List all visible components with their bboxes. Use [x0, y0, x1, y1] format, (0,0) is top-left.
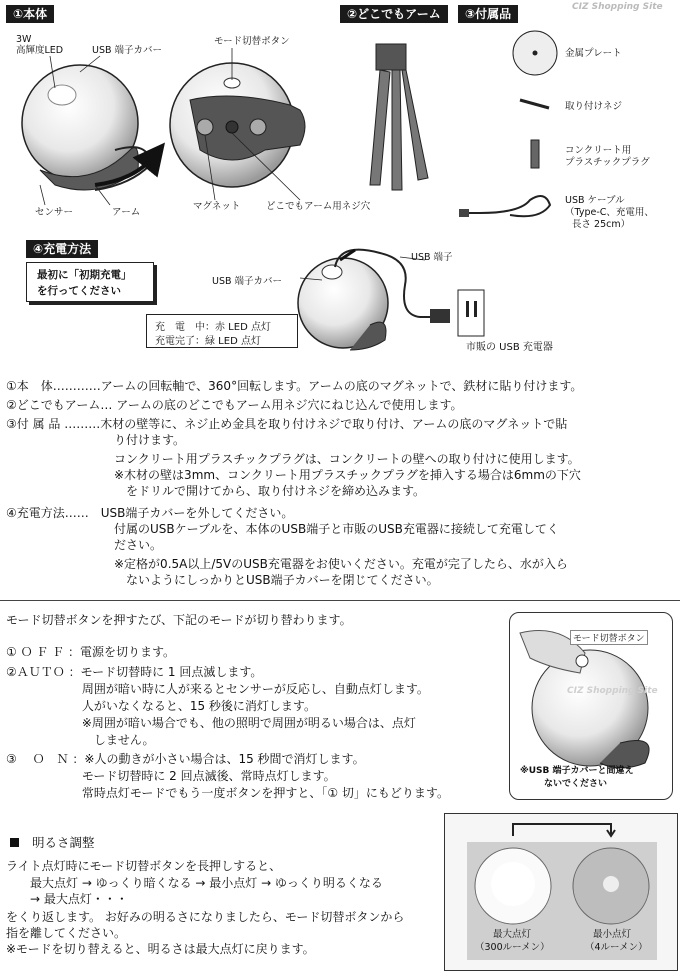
min-brightness-label: 最小点灯: [593, 929, 632, 940]
label-led-watt: 3W: [16, 34, 32, 45]
mode-line-2: ②ＡＵＴＯ ：モード切替時に 1 回点滅します。: [6, 665, 263, 679]
mode-line-7: ③ Ｏ Ｎ ：※人の動きが小さい場合は、15 秒間で消灯します。: [6, 752, 365, 766]
mode-line-9: 常時点灯モードでもう一度ボタンを押すと、「① 切」にもどります。: [6, 786, 449, 800]
desc-line-1: ①本 体…………アームの回転軸で、360°回転します。アームの底のマグネットで、鉄材に貼り付けます。: [6, 379, 583, 393]
initial-charge-line1: 最初に「初期充電」: [37, 269, 132, 281]
desc-line-3: ③付 属 品 ………木材の壁等に、ネジ止め金具を取り付けネジで取り付け、アームの底のマグネットで貼: [6, 417, 568, 431]
section-accessories: ③付属品: [458, 5, 518, 23]
mode-button-photo: [509, 612, 673, 800]
brightness-heading: 明るさ調整: [32, 835, 95, 850]
label-usb-port: USB 端子: [411, 252, 453, 263]
label-mode-button: モード切替ボタン: [214, 36, 290, 47]
label-plug-2: プラスチックプラグ: [565, 157, 650, 168]
desc-line-4: り付けます。: [6, 433, 186, 447]
desc-line-8: ④充電方法…… USB端子カバーを外してください。: [6, 506, 294, 520]
section-charging: ④充電方法: [26, 240, 98, 258]
charging-status-box: [146, 314, 298, 348]
charging-illustration: [0, 245, 680, 365]
label-sensor: センサー: [35, 207, 74, 218]
brightness-line-2: 最大点灯 → ゆっくり暗くなる → 最小点灯 → ゆっくり明るくなる: [6, 876, 383, 890]
label-arm-screw-hole: どこでもアーム用ネジ穴: [266, 201, 371, 212]
watermark: CIZ Shopping Site: [572, 2, 663, 12]
section-arm: ②どこでもアーム: [340, 5, 448, 23]
initial-charge-line2: を行ってください: [37, 285, 121, 297]
mode-line-6: しません。: [6, 733, 155, 747]
desc-line-11: ※定格が0.5A以上/5VのUSB充電器をお使いください。充電が完了したら、水が入ら: [6, 557, 568, 571]
brightness-photo: [444, 813, 678, 971]
label-screw: 取り付けネジ: [565, 101, 623, 112]
brightness-line-3: → 最大点灯・・・: [6, 892, 128, 906]
mode-line-1: ① Ｏ Ｆ Ｆ ：電源を切ります。: [6, 645, 176, 659]
label-plug-1: コンクリート用: [565, 145, 632, 156]
mode-line-4: 人がいなくなると、15 秒後に消灯します。: [6, 699, 316, 713]
mode-line-5: ※周囲が暗い場合でも、他の照明で周囲が明るい場合は、点灯: [6, 716, 416, 730]
desc-line-6: ※木材の壁は3mm、コンクリート用プラスチックプラグを挿入する場合は6mmの下穴: [6, 468, 581, 482]
brightness-line-4: をくり返します。 お好みの明るさになりましたら、モード切替ボタンから: [6, 910, 405, 924]
desc-line-12: ないようにしっかりとUSB端子カバーを閉じてください。: [6, 573, 439, 587]
photo-note-1: ※USB 端子カバーと間違え: [520, 766, 634, 776]
min-brightness-lumen: （4ルーメン）: [585, 942, 648, 953]
max-brightness-label: 最大点灯: [493, 929, 532, 940]
brightness-line-6: ※モードを切り替えると、明るさは最大点灯に戻ります。: [6, 942, 315, 956]
label-metal-plate: 金属プレート: [565, 48, 622, 59]
brightness-line-1: ライト点灯時にモード切替ボタンを長押しすると、: [6, 859, 282, 873]
brightness-bullet: [10, 838, 19, 847]
divider: [0, 600, 680, 601]
tripod-arm-illustration: [370, 44, 428, 190]
max-brightness-lumen: （300ルーメン）: [475, 942, 550, 953]
desc-line-9: 付属のUSBケーブルを、本体のUSB端子と市販のUSB充電器に接続して充電してく: [6, 522, 559, 536]
label-led: 高輝度LED: [16, 45, 64, 56]
desc-line-10: ださい。: [6, 538, 163, 552]
modes-intro: モード切替ボタンを押すたび、下記のモードが切り替わります。: [6, 613, 352, 627]
label-cable-3: 長さ 25cm）: [572, 219, 631, 230]
label-usb-cover: USB 端子カバー: [92, 45, 163, 56]
label-cable-2: （Type-C、充電用、: [565, 207, 654, 218]
section-main-body: ①本体: [6, 5, 54, 23]
desc-line-7: をドリルで開けてから、取り付けネジを締め込みます。: [6, 484, 426, 498]
label-usb-port-cover: USB 端子カバー: [212, 276, 283, 287]
photo-watermark: CIZ Shopping Site: [567, 686, 658, 696]
mode-line-3: 周囲が暗い時に人が来るとセンサーが反応し、自動点灯します。: [6, 682, 429, 696]
photo-note-2: ないでください: [544, 779, 608, 789]
brightness-line-5: 指を離してください。: [6, 926, 127, 940]
desc-line-2: ②どこでもアーム… アームの底のどこでもアーム用ネジ穴にねじ込んで使用します。: [6, 398, 463, 412]
photo-mode-button-label: モード切替ボタン: [570, 630, 648, 645]
label-cable-1: USB ケーブル: [565, 195, 625, 206]
mode-line-8: モード切替時に 2 回点滅後、常時点灯します。: [6, 769, 336, 783]
label-arm: アーム: [112, 207, 141, 218]
label-usb-charger: 市販の USB 充電器: [466, 342, 553, 353]
desc-line-5: コンクリート用プラスチックプラグは、コンクリートの壁への取り付けに使用します。: [6, 452, 580, 466]
label-magnet: マグネット: [193, 201, 241, 212]
charging-status-1: 充 電 中：赤 LED 点灯: [155, 322, 271, 333]
charging-status-2: 充電完了：緑 LED 点灯: [155, 336, 261, 347]
